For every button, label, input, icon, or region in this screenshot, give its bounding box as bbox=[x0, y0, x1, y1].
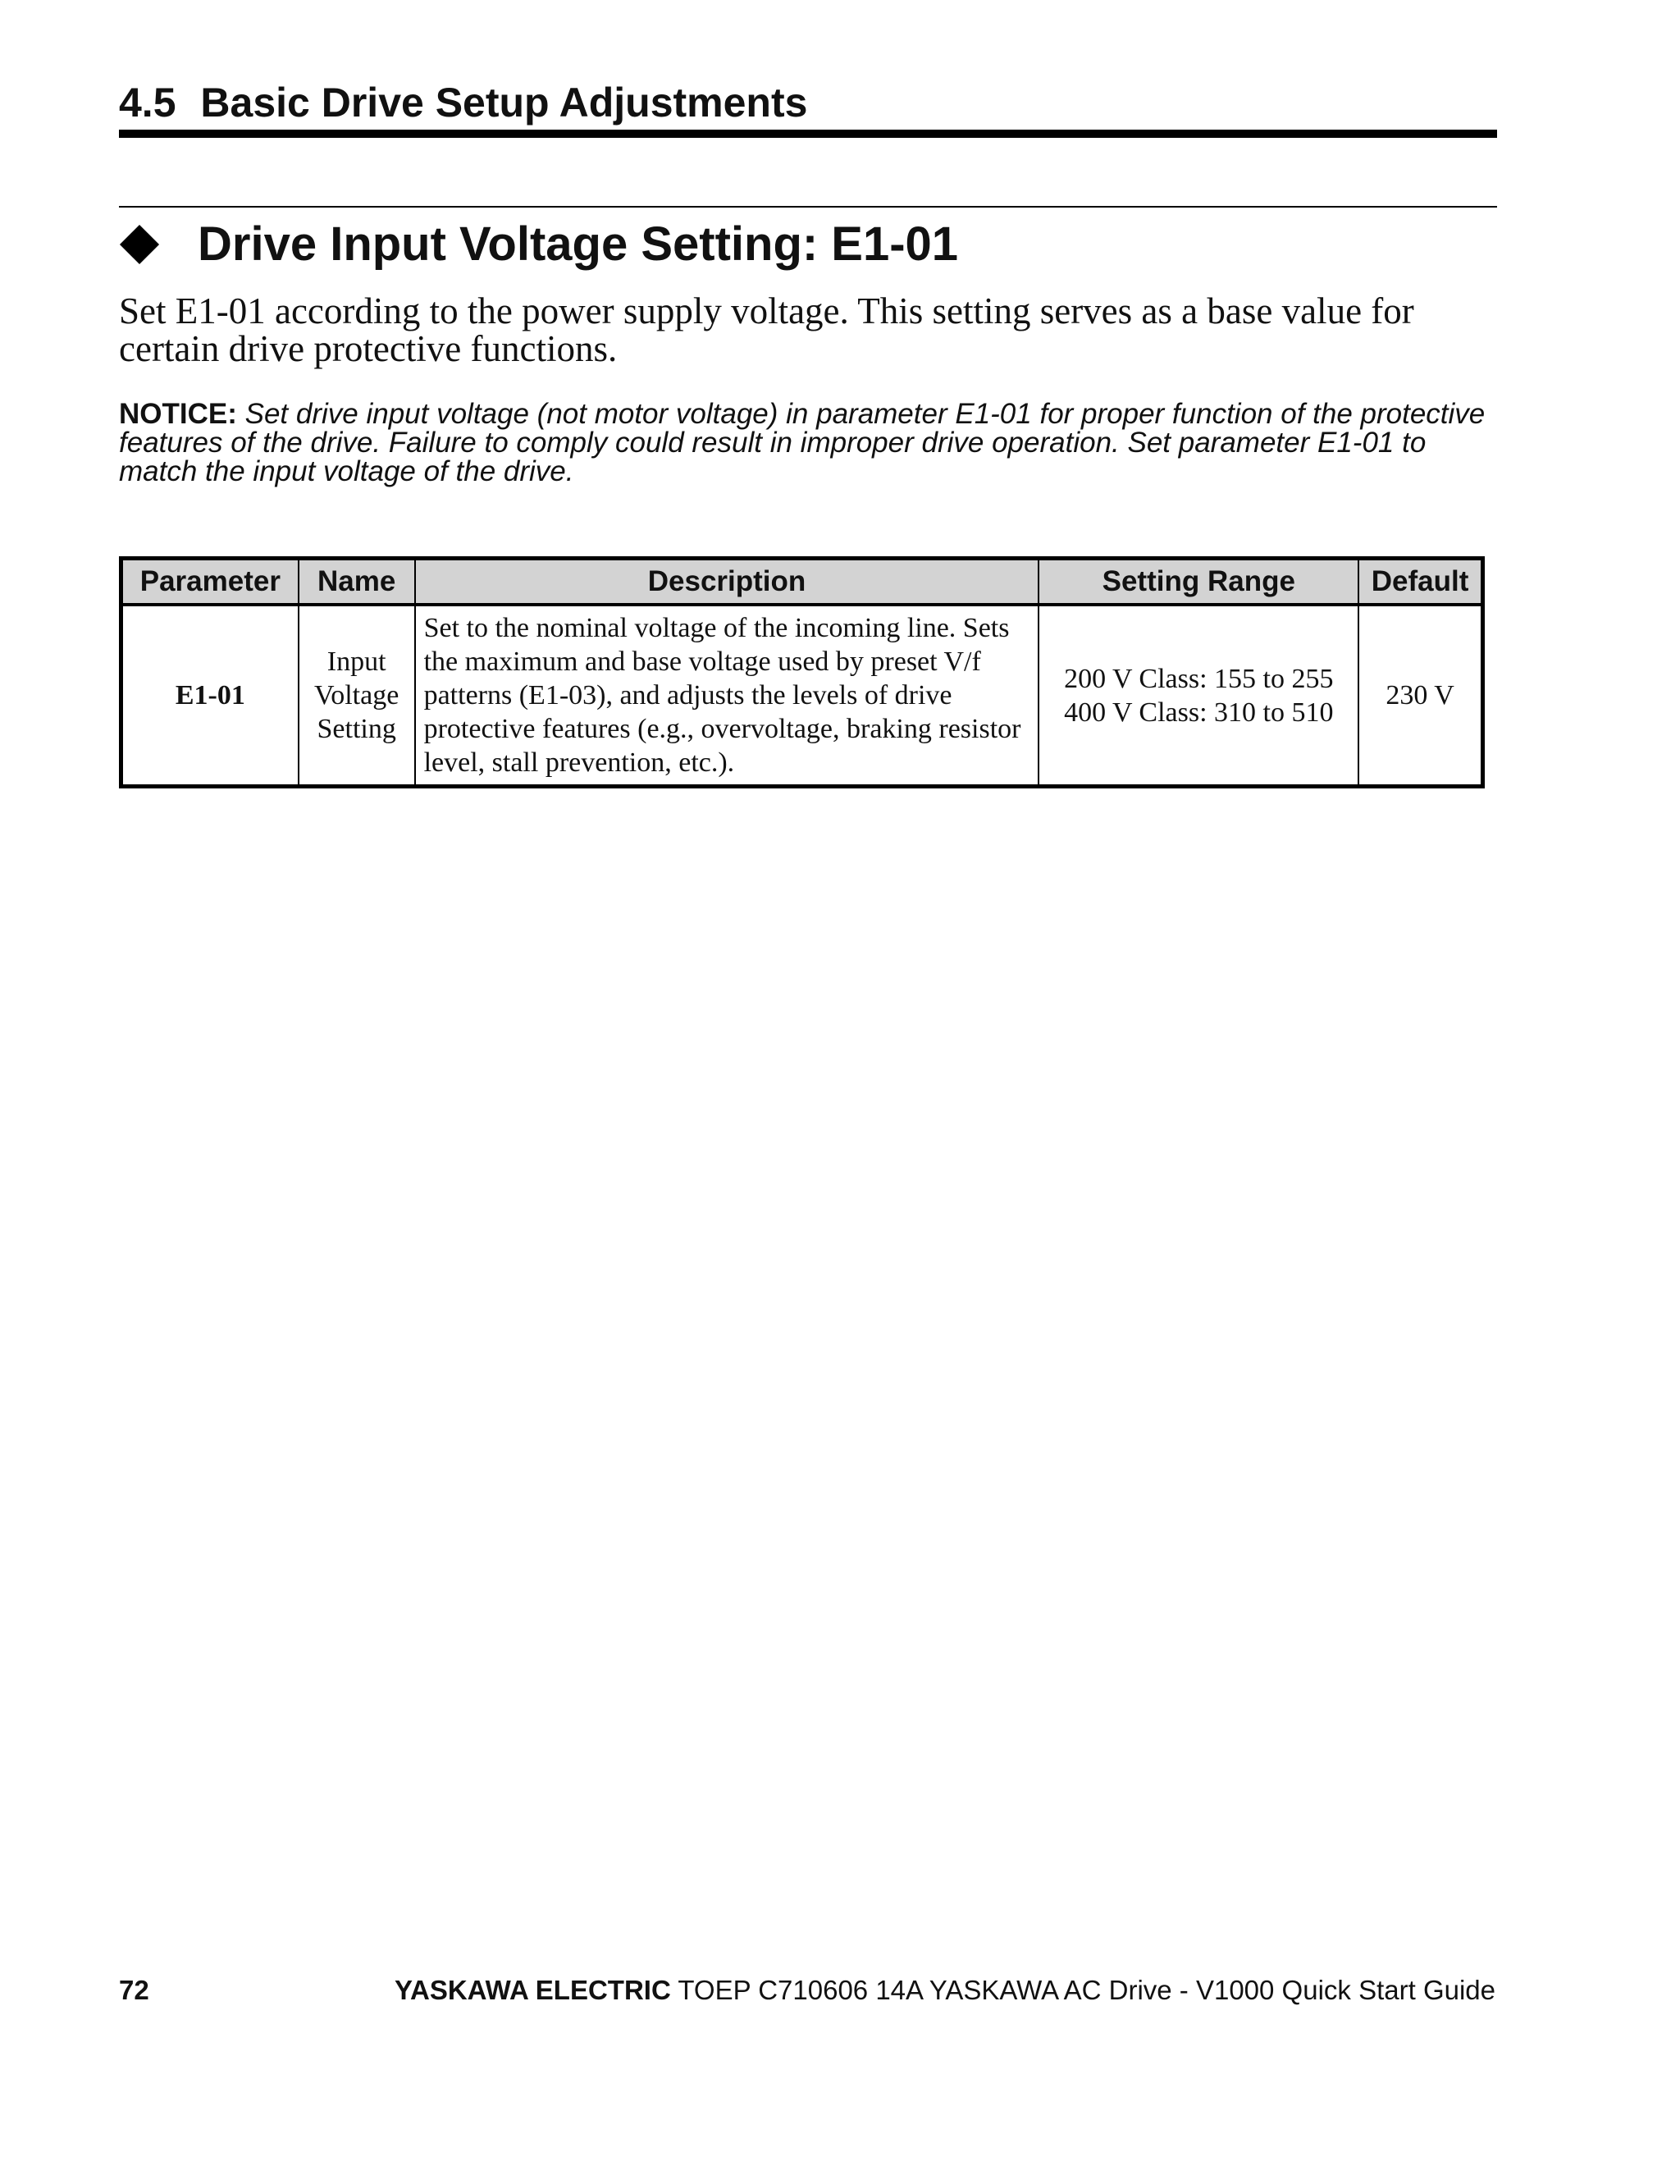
header-parameter: Parameter bbox=[121, 559, 299, 605]
name-line: Input bbox=[326, 647, 386, 677]
range-line: 200 V Class: 155 to 255 bbox=[1064, 663, 1334, 694]
header-name: Name bbox=[299, 559, 415, 605]
header-default: Default bbox=[1358, 559, 1482, 605]
cell-description: Set to the nominal voltage of the incoming line. Sets the maximum and base voltage used by preset V/f patterns (E1-03), and adjusts the levels of drive protective features (e.g., overvoltage, braking resistor level, stall prevention, etc.). bbox=[415, 605, 1039, 787]
page-number: 72 bbox=[119, 1975, 149, 2005]
footer-brand: YASKAWA ELECTRIC bbox=[395, 1975, 671, 2005]
footer-doc-title: TOEP C710606 14A YASKAWA AC Drive - V1000 Quick Start Guide bbox=[678, 1975, 1495, 2005]
section-number: 4.5 bbox=[119, 80, 176, 126]
cell-setting-range bbox=[1039, 605, 1358, 787]
parameter-table bbox=[119, 556, 1485, 788]
notice-paragraph bbox=[119, 400, 1505, 486]
name-line: Voltage bbox=[314, 680, 399, 710]
section-heading bbox=[119, 79, 1497, 126]
cell-name bbox=[299, 605, 415, 787]
intro-paragraph: Set E1-01 according to the power supply voltage. This setting serves as a base value for certain drive protective functions. bbox=[119, 290, 1414, 369]
name-line: Setting bbox=[317, 714, 396, 744]
footer-text bbox=[395, 1974, 1495, 2007]
section-title: Basic Drive Setup Adjustments bbox=[200, 80, 808, 126]
notice-text: Set drive input voltage (not motor voltage) in parameter E1-01 for proper function of the protective features of the drive. Failure to comply could result in improper drive operation. Set parameter E1-01 to match the input voltage of the drive. bbox=[119, 398, 1486, 487]
notice-label: NOTICE: bbox=[119, 398, 237, 430]
heading-rule-thin bbox=[119, 206, 1497, 208]
subsection-heading bbox=[119, 216, 1497, 273]
table-row bbox=[121, 605, 1483, 787]
cell-parameter: E1-01 bbox=[121, 605, 299, 787]
header-description: Description bbox=[415, 559, 1039, 605]
subsection-title: Drive Input Voltage Setting: E1-01 bbox=[198, 217, 959, 271]
range-line: 400 V Class: 310 to 510 bbox=[1064, 697, 1334, 728]
header-setting-range: Setting Range bbox=[1039, 559, 1358, 605]
table-header-row bbox=[121, 559, 1483, 605]
cell-default: 230 V bbox=[1358, 605, 1482, 787]
heading-rule-thick bbox=[119, 130, 1497, 138]
diamond-bullet-icon bbox=[120, 225, 159, 264]
